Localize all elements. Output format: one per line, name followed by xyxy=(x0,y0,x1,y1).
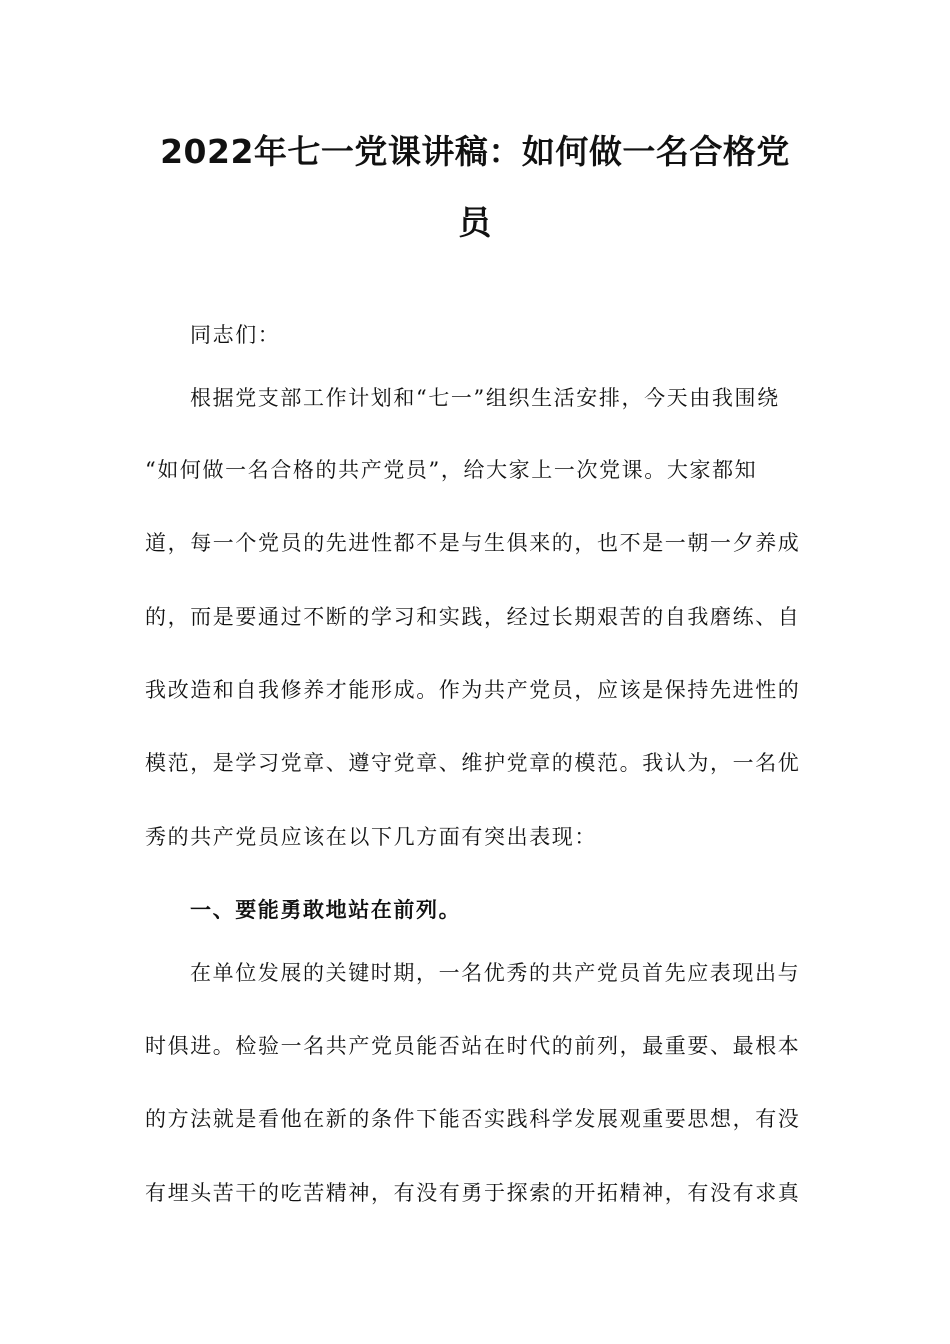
paragraph-line: “如何做一名合格的共产党员”，给大家上一次党课。大家都知 xyxy=(145,458,758,482)
paragraph-line: 模范，是学习党章、遵守党章、维护党章的模范。我认为，一名优 xyxy=(145,751,801,775)
paragraph-line: 秀的共产党员应该在以下几方面有突出表现： xyxy=(145,825,597,849)
paragraph-line: 根据党支部工作计划和“七一”组织生活安排，今天由我围绕 xyxy=(190,386,780,410)
paragraph-line: 的方法就是看他在新的条件下能否实践科学发展观重要思想，有没 xyxy=(145,1107,801,1131)
salutation: 同志们： xyxy=(190,323,281,347)
paragraph-line: 在单位发展的关键时期，一名优秀的共产党员首先应表现出与 xyxy=(190,961,801,985)
paragraph-line: 道，每一个党员的先进性都不是与生俱来的，也不是一朝一夕养成 xyxy=(145,531,801,555)
document-title-line-1: 2022年七一党课讲稿：如何做一名合格党 xyxy=(160,132,790,171)
paragraph-line: 的，而是要通过不断的学习和实践，经过长期艰苦的自我磨练、自 xyxy=(145,605,801,629)
section-heading: 一、要能勇敢地站在前列。 xyxy=(190,898,462,922)
paragraph-line: 我改造和自我修养才能形成。作为共产党员，应该是保持先进性的 xyxy=(145,678,801,702)
document-title-line-2: 员 xyxy=(458,203,492,242)
paragraph-line: 有埋头苦干的吃苦精神，有没有勇于探索的开拓精神，有没有求真 xyxy=(145,1181,801,1205)
paragraph-line: 时俱进。检验一名共产党员能否站在时代的前列，最重要、最根本 xyxy=(145,1034,801,1058)
